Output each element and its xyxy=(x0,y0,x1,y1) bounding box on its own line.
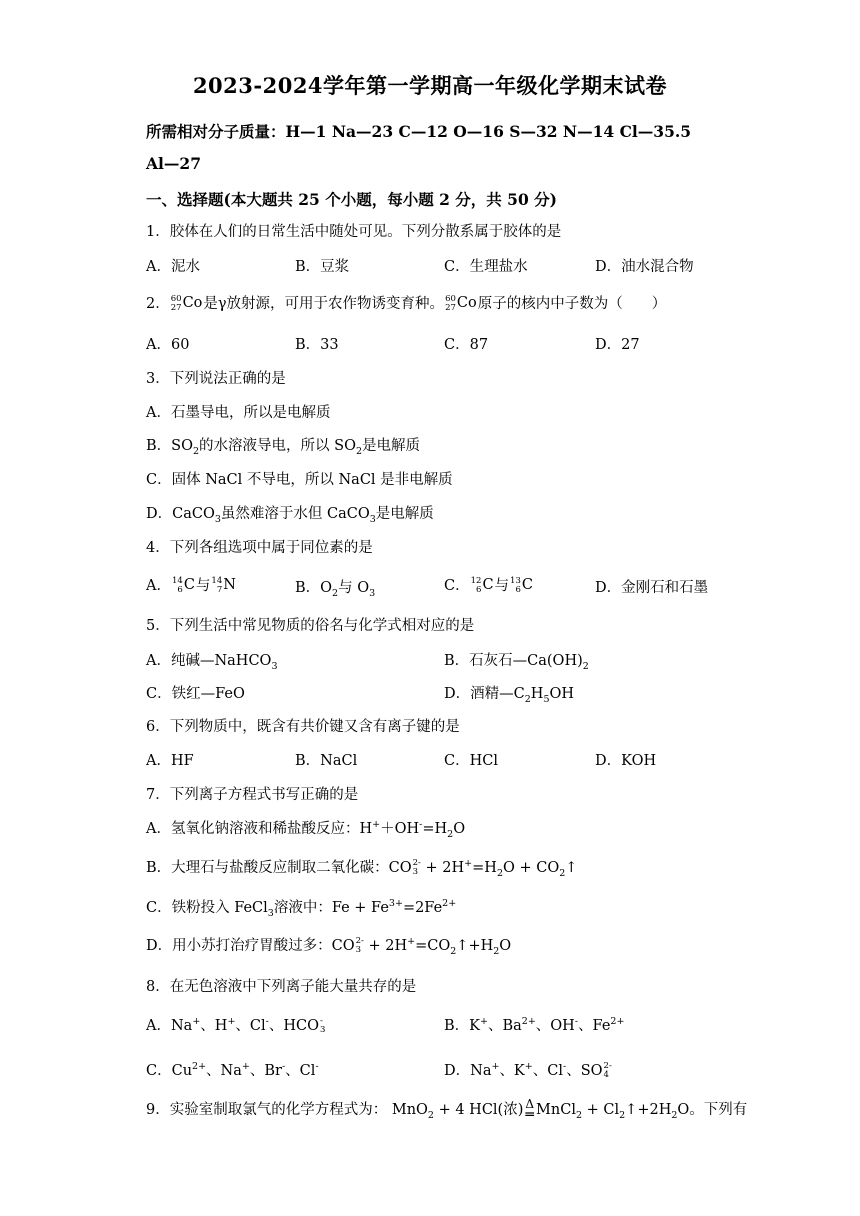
section-heading: 一、选择题(本大题共 25 个小题，每小题 2 分，共 50 分) xyxy=(146,190,557,209)
question-1-stem: 1．胶体在人们的日常生活中随处可见。下列分散系属于胶体的是 xyxy=(146,224,562,240)
q1-option-d: D．油水混合物 xyxy=(595,259,694,275)
q7-option-d: D．用小苏打治疗胃酸过多：CO 2- 3 + $2H^+=CO_2↑+H_2O$ xyxy=(146,936,512,957)
question-7-stem: 7．下列离子方程式书写正确的是 xyxy=(146,787,359,803)
q1-option-c: C．生理盐水 xyxy=(444,259,528,275)
q3-option-d: D．CaCO$_3$虽然难溶于水但 CaCO$_3$是电解质 xyxy=(146,506,434,525)
question-8-stem: 8．在无色溶液中下列离子能大量共存的是 xyxy=(146,979,417,995)
q4-option-d: D．金刚石和石墨 xyxy=(595,580,709,596)
q5-option-d: D．酒精$—C_2H_5OH$ xyxy=(444,686,575,705)
q2-option-a: A．60 xyxy=(146,337,190,353)
isotope-co60-second: 60 27 Co xyxy=(445,294,477,313)
q7-option-c: C．铁粉投入 FeCl$_3$溶液中：$Fe + Fe^{3+}=2Fe^{2+}$ xyxy=(146,898,457,919)
q6-option-a: A．HF xyxy=(146,753,194,769)
q6-option-c: C．HCl xyxy=(444,753,498,769)
q3-option-c: C．固体 NaCl 不导电，所以 NaCl 是非电解质 xyxy=(146,472,453,488)
q4-option-b: B．$O_2$与 $O_3$ xyxy=(295,580,376,599)
isotope-co60: 60 27 Co xyxy=(170,294,203,313)
question-3-stem: 3．下列说法正确的是 xyxy=(146,371,286,387)
atomic-masses-line2: Al—27 xyxy=(146,154,201,173)
q3-option-b: B．$SO_2$的水溶液导电，所以 $SO_2$是电解质 xyxy=(146,438,421,457)
q8-option-c: C．$Cu^{2+}$、Na+、Br-、Cl- xyxy=(146,1061,319,1079)
q4-option-a: A． 14 6 C与 14 7 N xyxy=(146,576,236,595)
q8-option-b: B．K+、$Ba^{2+}$、OH-、$Fe^{2+}$ xyxy=(444,1016,625,1034)
q4-option-c: C． 12 6 C与 13 6 C xyxy=(444,576,533,595)
q6-option-b: B．NaCl xyxy=(295,753,358,769)
q1-option-b: B．豆浆 xyxy=(295,259,350,275)
q3-option-a: A．石墨导电，所以是电解质 xyxy=(146,405,331,421)
q5-option-b: B．石灰石$—Ca(OH)_2$ xyxy=(444,653,589,672)
question-4-stem: 4．下列各组选项中属于同位素的是 xyxy=(146,540,373,556)
atomic-masses-line1: 所需相对分子质量：H—1 Na—23 C—12 O—16 S—32 N—14 Cl—35.5 xyxy=(146,122,692,141)
q8-option-d: D．Na+、K+、Cl-、SO 2- 4 xyxy=(444,1061,612,1080)
q2-option-d: D．27 xyxy=(595,337,640,353)
question-9-stem: 9．实验室制取氯气的化学方程式为： MnO$_2$ + 4 HCl(浓) Δ ═ MnCl$_2$ + $Cl_2↑+2H_2O$。下列有 xyxy=(146,1096,748,1123)
question-2-stem: 2． 60 27 Co 是γ放射源，可用于农作物诱变育种。 60 27 Co 原子的核内中子数为（ ） xyxy=(146,294,667,313)
q6-option-d: D．KOH xyxy=(595,753,657,769)
q2-option-b: B．33 xyxy=(295,337,339,353)
question-6-stem: 6．下列物质中，既含有共价键又含有离子键的是 xyxy=(146,719,460,735)
q5-option-c: C．铁红—FeO xyxy=(146,686,245,702)
q2-option-c: C．87 xyxy=(444,337,489,353)
q5-option-a: A．纯碱—NaHCO$_3$ xyxy=(146,653,278,672)
question-5-stem: 5．下列生活中常见物质的俗名与化学式相对应的是 xyxy=(146,618,475,634)
heat-condition: Δ ═ xyxy=(525,1096,535,1123)
q7-option-b: B．大理石与盐酸反应制取二氧化碳：CO 2- 3 + $2H^+=H_2O$ + $CO_2↑$ xyxy=(146,858,578,879)
q8-option-a: A．Na+、H+、Cl-、HCO - 3 xyxy=(146,1016,326,1035)
q7-option-a: A．氢氧化钠溶液和稀盐酸反应：$H^++OH^-=H_2O$ xyxy=(146,819,466,840)
page-title: 2023-2024学年第一学期高一年级化学期末试卷 xyxy=(192,73,668,98)
q1-option-a: A．泥水 xyxy=(146,259,200,275)
